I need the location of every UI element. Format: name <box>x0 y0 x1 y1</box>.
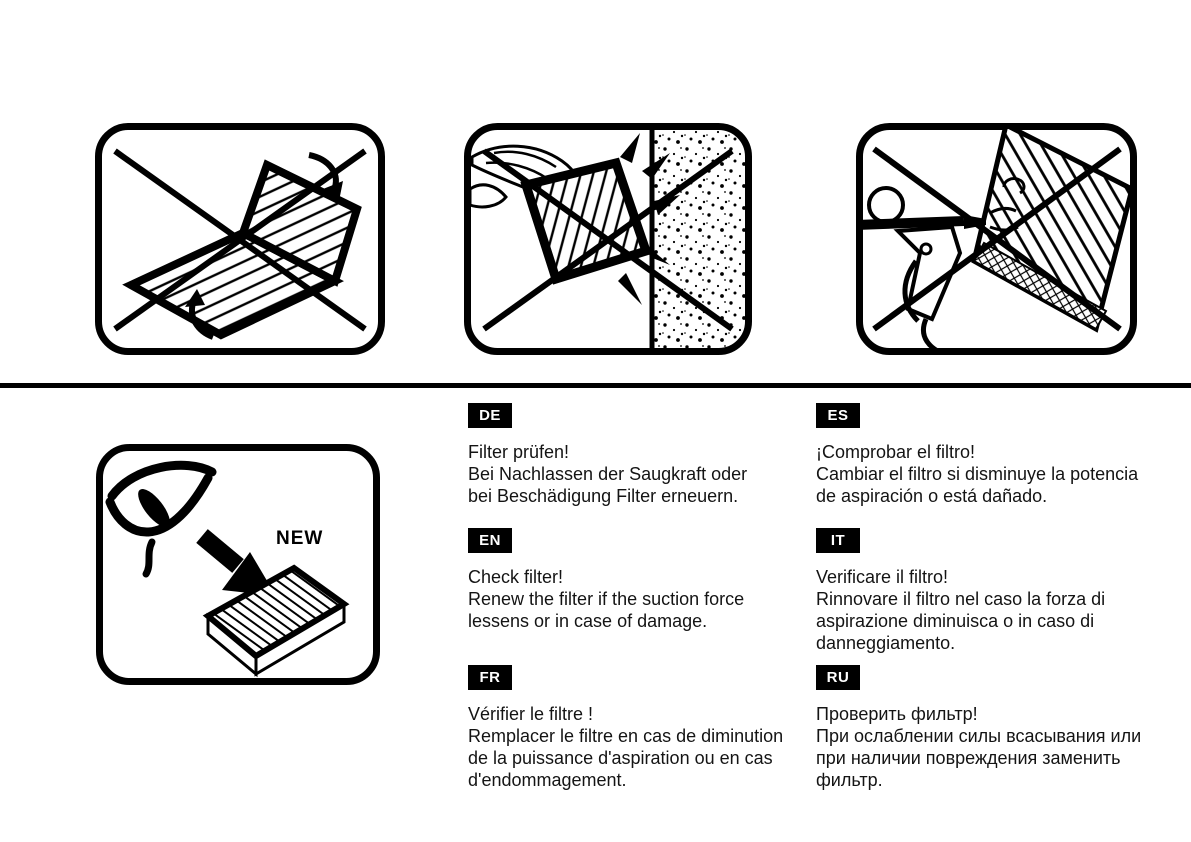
text-line: de la puissance d'aspiration ou en cas <box>468 748 773 768</box>
text-line: Renew the filter if the suction force <box>468 589 745 609</box>
text-line: Cambiar el filtro si disminuye la potencia <box>816 464 1139 484</box>
lang-section-it <box>816 528 1188 654</box>
text-line: Verificare il filtro! <box>816 567 949 587</box>
lang-section-fr <box>468 665 808 791</box>
lang-badge-de: DE <box>468 403 512 428</box>
text-line: danneggiamento. <box>816 633 956 653</box>
panel-do-not-knock-filter <box>464 123 752 355</box>
check-filter-illustration <box>96 444 380 685</box>
new-filter-label: NEW <box>276 528 324 549</box>
text-line: Bei Nachlassen der Saugkraft oder <box>468 464 748 484</box>
text-line: Vérifier le filtre ! <box>468 704 594 724</box>
text-line: Rinnovare il filtro nel caso la forza di <box>816 589 1106 609</box>
text-line: фильтр. <box>816 770 883 790</box>
lang-badge-en: EN <box>468 528 512 553</box>
lang-badge-ru: RU <box>816 665 860 690</box>
lang-badge-fr: FR <box>468 665 512 690</box>
panel-check-filter-new <box>96 444 380 685</box>
lang-badge-it: IT <box>816 528 860 553</box>
panel-do-not-bend-filter <box>95 123 385 355</box>
text-line: bei Beschädigung Filter erneuern. <box>468 486 739 506</box>
text-line: de aspiración o está dañado. <box>816 486 1048 506</box>
text-line: Filter prüfen! <box>468 442 570 462</box>
lang-section-en <box>468 528 808 632</box>
do-not-blow-filter-illustration <box>856 123 1137 355</box>
lang-text-es <box>816 441 1188 507</box>
stippled-wall <box>652 129 746 349</box>
section-divider <box>0 383 1191 388</box>
text-line: При ослаблении силы всасывания или <box>816 726 1142 746</box>
text-line: Check filter! <box>468 567 564 587</box>
text-line: lessens or in case of damage. <box>468 611 708 631</box>
text-line: ¡Comprobar el filtro! <box>816 442 976 462</box>
lang-text-ru <box>816 703 1188 791</box>
lang-badge-es: ES <box>816 403 860 428</box>
do-not-bend-filter-illustration <box>95 123 385 355</box>
lang-section-es <box>816 403 1188 507</box>
lang-text-de <box>468 441 808 507</box>
text-line: Remplacer le filtre en cas de diminution <box>468 726 784 746</box>
panel-do-not-blow-filter <box>856 123 1137 355</box>
text-line: d'endommagement. <box>468 770 627 790</box>
lang-text-fr <box>468 703 808 791</box>
text-line: aspirazione diminuisca o in caso di <box>816 611 1095 631</box>
lang-section-ru <box>816 665 1188 791</box>
lang-text-it <box>816 566 1188 654</box>
text-line: при наличии повреждения заменить <box>816 748 1121 768</box>
lang-text-en <box>468 566 808 632</box>
lang-section-de <box>468 403 808 507</box>
do-not-knock-filter-illustration <box>464 123 752 355</box>
text-line: Проверить фильтр! <box>816 704 978 724</box>
